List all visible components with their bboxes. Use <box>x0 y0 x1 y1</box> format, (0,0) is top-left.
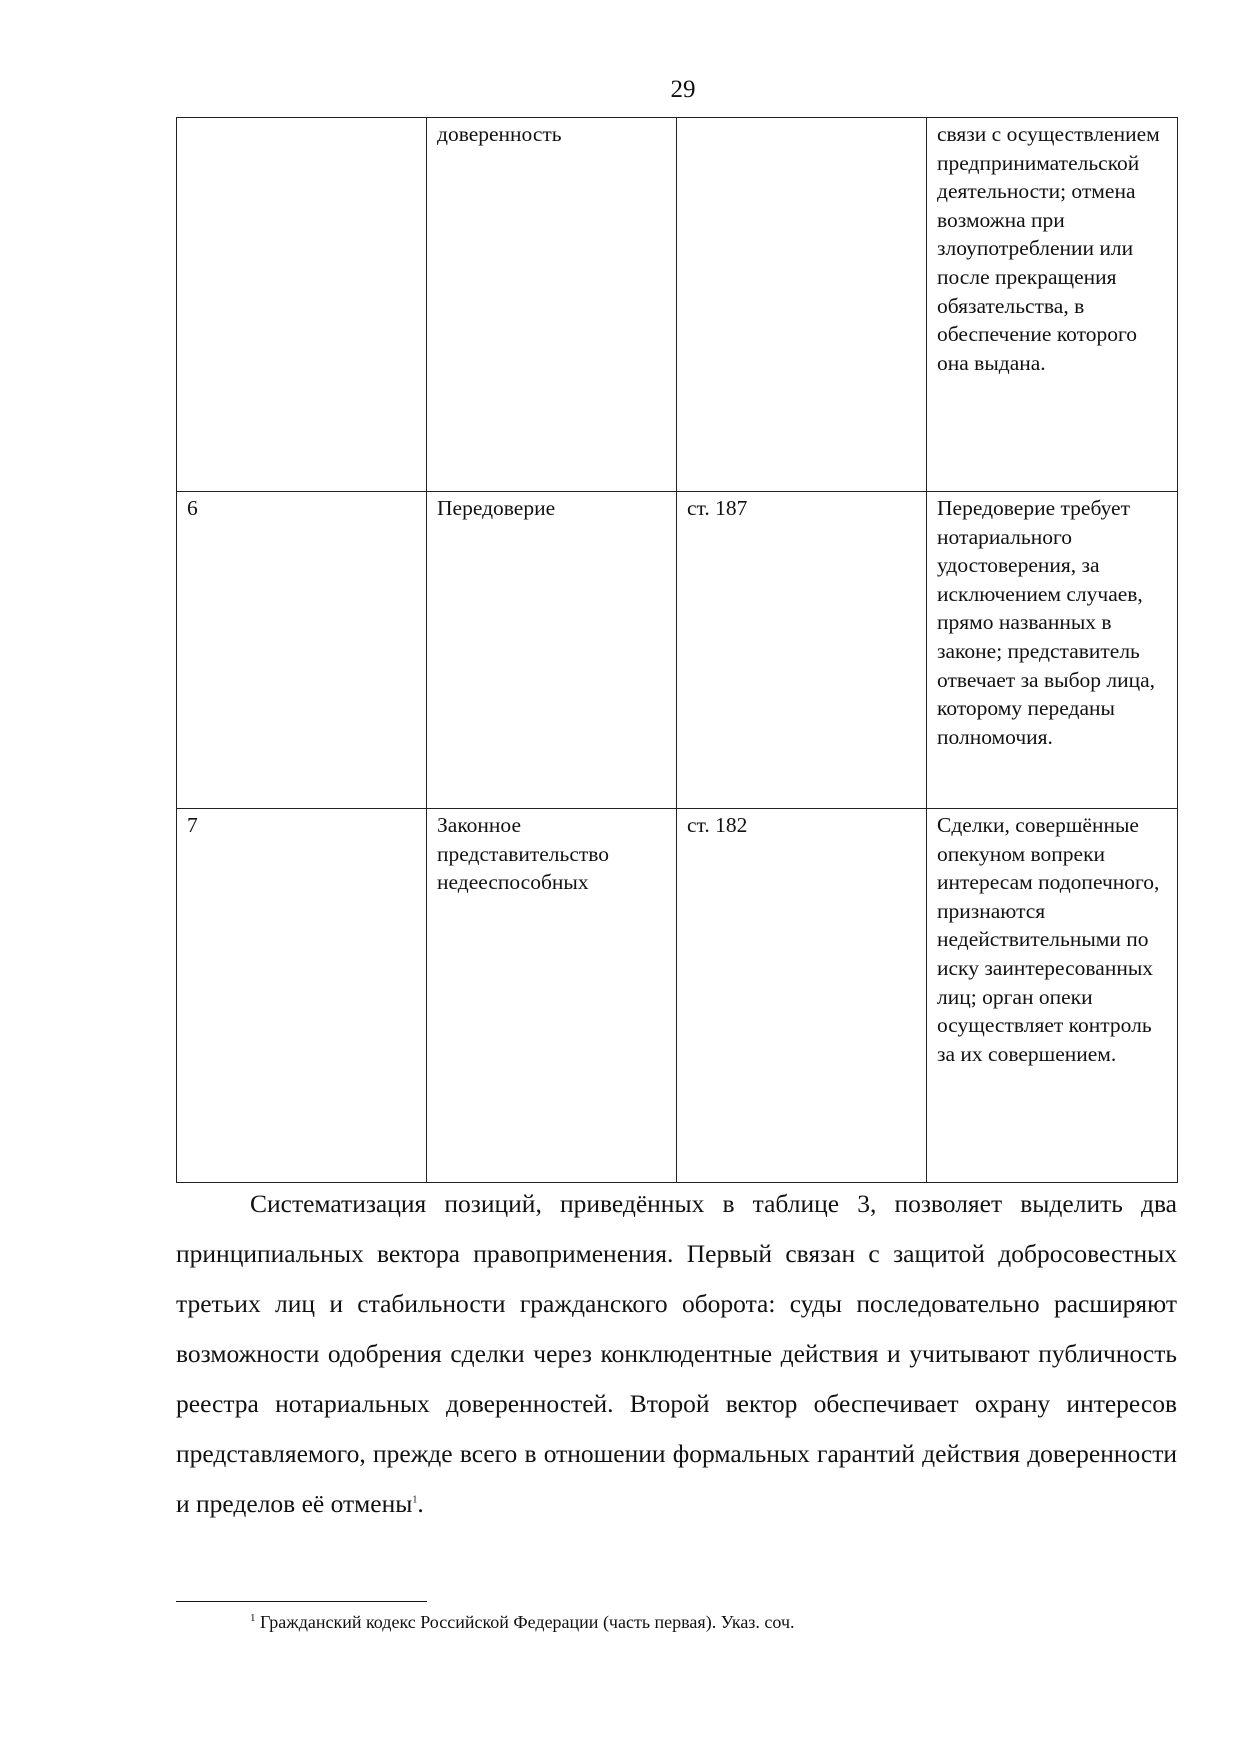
footnote-marker: 1 <box>250 1612 256 1624</box>
paragraph-end: . <box>417 1489 424 1518</box>
cell-article <box>677 118 927 492</box>
body-paragraph <box>176 1179 1177 1529</box>
cell-note: Сделки, совершённые опекуном вопреки интересам подопечного, признаются недействительными по иску заинтересованных лиц; орган опеки осуществляет контроль за их совершением. <box>927 809 1178 1183</box>
cell-name: Законное представительство недееспособных <box>427 809 677 1183</box>
cell-name: Передоверие <box>427 492 677 809</box>
table-row <box>177 492 1178 809</box>
cell-article: ст. 182 <box>677 809 927 1183</box>
cell-note: связи с осуществлением предпринимательской деятельности; отмена возможна при злоупотреблении или после прекращения обязательства, в обеспечение которого она выдана. <box>927 118 1178 492</box>
footnote-separator <box>176 1601 427 1602</box>
cell-number: 6 <box>177 492 427 809</box>
footnote-reference[interactable]: 1 <box>412 1494 418 1506</box>
page-number: 29 <box>670 76 696 103</box>
table-row <box>177 118 1178 492</box>
cell-number <box>177 118 427 492</box>
cell-article: ст. 187 <box>677 492 927 809</box>
cell-number: 7 <box>177 809 427 1183</box>
paragraph-text: Систематизация позиций, приведённых в таблице 3, позволяет выделить два принципиальных вектора правоприменения. Первый связан с защитой добросовестных третьих лиц и стабильности гражданского оборота: суды последовательно расширяют возможности одобрения сделки через конклюдентные действия и учитывают публичность реестра нотариальных доверенностей. Второй вектор обеспечивает охрану интересов представляемого, прежде всего в отношении формальных гарантий действия доверенности и пределов её отмены <box>176 1189 1177 1518</box>
table-row <box>177 809 1178 1183</box>
footnote-text: Гражданский кодекс Российской Федерации (часть первая). Указ. соч. <box>255 1612 795 1632</box>
cell-name: доверенность <box>427 118 677 492</box>
footnote <box>250 1606 795 1634</box>
comparison-table <box>176 117 1178 1183</box>
cell-note: Передоверие требует нотариального удостоверения, за исключением случаев, прямо названных в законе; представитель отвечает за выбор лица, которому переданы полномочия. <box>927 492 1178 809</box>
